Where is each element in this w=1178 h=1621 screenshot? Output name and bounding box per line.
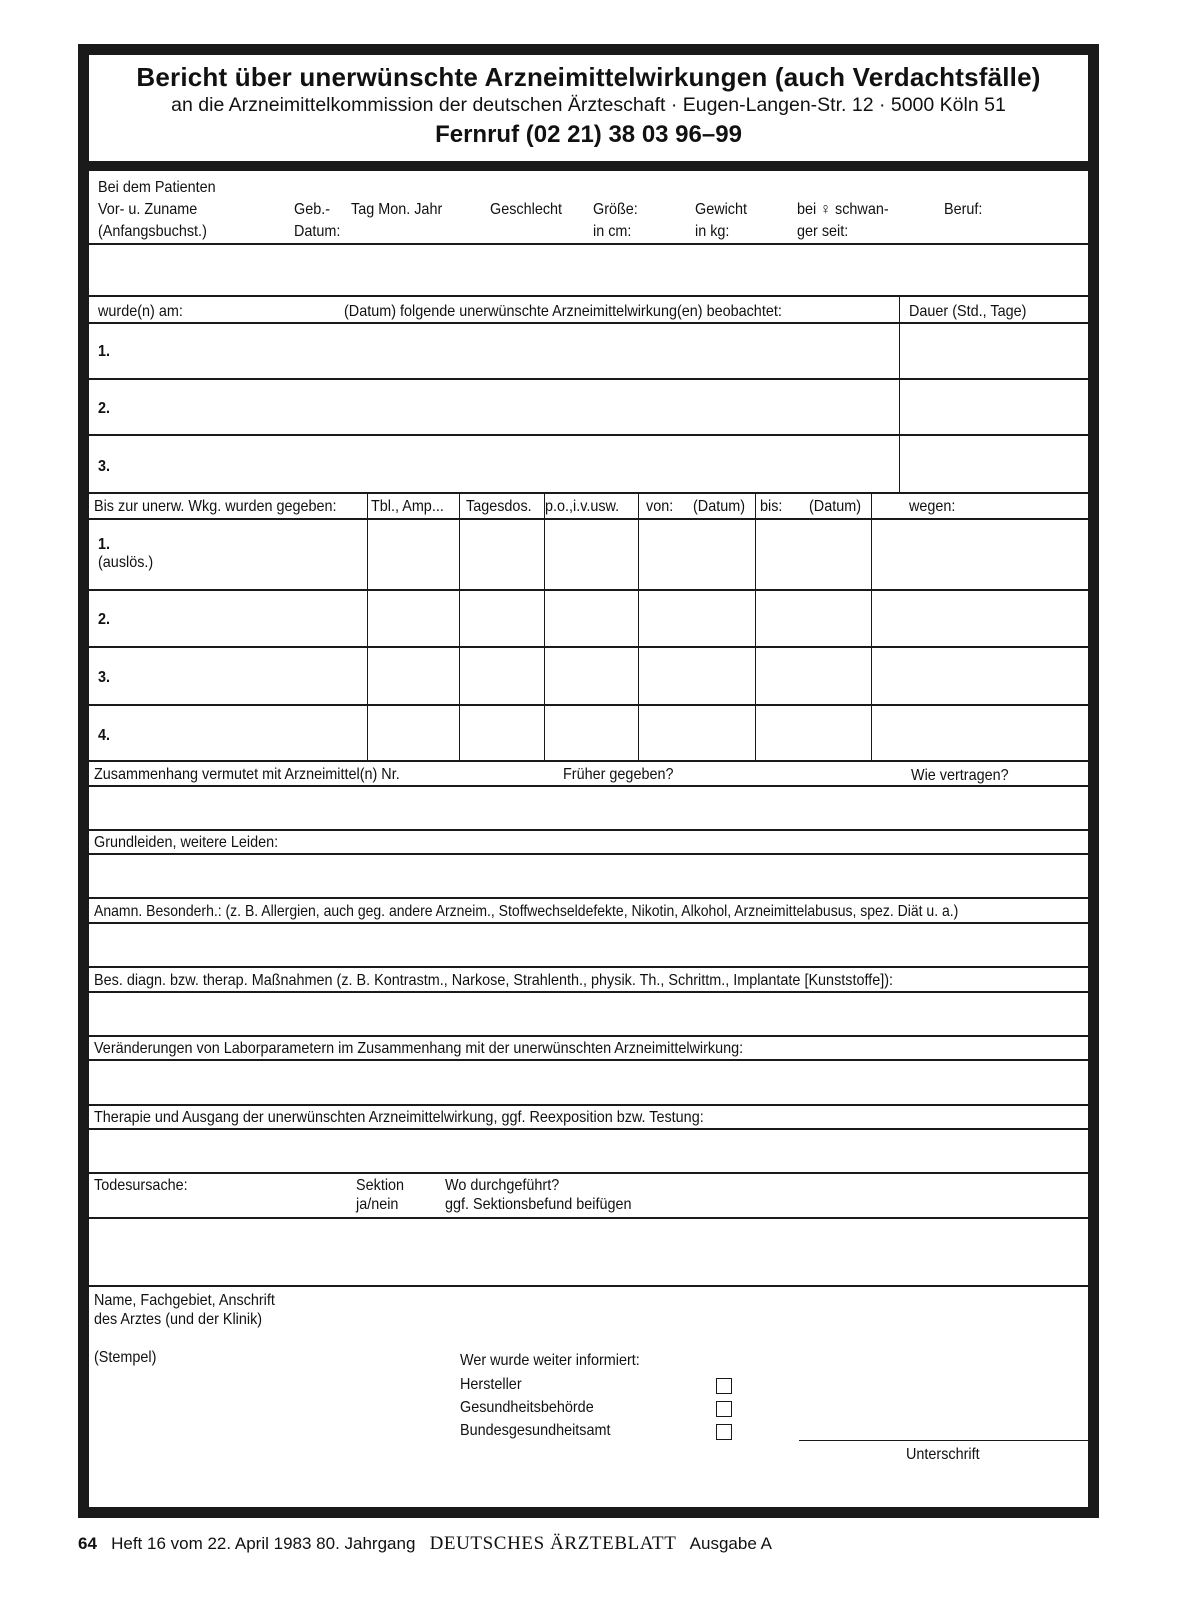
form-address: an die Arzneimittelkommission der deutschen Ärzteschaft · Eugen-Langen-Str. 12 · 5000 Köln 51 [171,94,1006,116]
divider [89,646,1088,648]
weight-label-1: Gewicht [695,201,748,218]
stamp-label: (Stempel) [94,1349,157,1366]
job-label: Beruf: [944,201,983,218]
table-column-line [755,493,756,760]
divider [89,322,1088,324]
dob-label-1: Geb.- [294,201,331,218]
patient-entry-field[interactable] [89,245,1088,295]
divider [89,518,1088,520]
death-entry-field[interactable] [89,1219,1088,1285]
divider [89,704,1088,706]
health-authority-checkbox[interactable] [716,1401,732,1417]
autopsy-where-label-2: ggf. Sektionsbefund beifügen [445,1196,632,1213]
informed-option-manufacturer: Hersteller [460,1376,522,1393]
weight-label-2: in kg: [695,223,730,240]
drug-row-number: 4. [98,727,111,744]
table-column-line [638,493,639,760]
page-number: 64 [78,1534,97,1553]
divider [89,966,1088,968]
tablets-header: Tbl., Amp... [371,498,444,515]
autopsy-label-2: ja/nein [356,1196,399,1213]
sex-label: Geschlecht [490,201,563,218]
lab-label: Veränderungen von Laborparametern im Zusammenhang mit der unerwünschten Arzneimittelwirkung: [94,1040,744,1057]
drug-row-note: (auslös.) [98,554,154,571]
effect-row-number: 2. [98,400,111,417]
therapy-field[interactable] [89,1130,1088,1172]
effect-row-number: 1. [98,343,111,360]
informed-option-health-authority: Gesundheitsbehörde [460,1399,594,1416]
drug-row-number: 1. [98,536,111,553]
divider [89,492,1088,494]
informed-label: Wer wurde weiter informiert: [460,1352,640,1369]
divider [89,378,1088,380]
drug-row-number: 2. [98,611,111,628]
patient-heading: Bei dem Patienten [98,179,216,196]
measures-label: Bes. diagn. bzw. therap. Maßnahmen (z. B. Kontrastm., Narkose, Strahlenth., physik. Th., Schrittm., Implantate [Kunststoffe]): [94,972,894,989]
lab-field[interactable] [89,1061,1088,1104]
duration-label: Dauer (Std., Tage) [909,303,1027,320]
route-header: p.o.,i.v.usw. [545,498,620,515]
anamnesis-field[interactable] [89,924,1088,966]
form-frame [78,44,1099,1518]
form-title: Bericht über unerwünschte Arzneimittelwirkungen (auch Verdachtsfälle) [136,62,1041,92]
anamnesis-label: Anamn. Besonderh.: (z. B. Allergien, auch geg. andere Arzneim., Stoffwechseldefekte, Nikotin, Alkohol, Arzneimittelabusus, spez. Diät u. a.) [94,903,959,920]
daily-dose-header: Tagesdos. [466,498,532,515]
pregnant-label-1: bei ♀ schwan- [797,201,889,218]
divider [89,295,1088,297]
divider [89,589,1088,591]
from-date-header: (Datum) [693,498,746,515]
form-body [89,55,1088,1507]
federal-office-checkbox[interactable] [716,1424,732,1440]
table-column-line [459,493,460,760]
divider [89,1035,1088,1037]
divider [89,829,1088,831]
informed-option-federal-office: Bundesgesundheitsamt [460,1422,611,1439]
height-label-1: Größe: [593,201,638,218]
death-cause-label: Todesursache: [94,1177,188,1194]
effect-row-number: 3. [98,458,111,475]
drug-row-number: 3. [98,669,111,686]
observed-date-label: wurde(n) am: [98,303,183,320]
dob-label-2: Datum: [294,223,341,240]
to-date-header: (Datum) [809,498,862,515]
divider [89,434,1088,436]
divider [89,760,1088,762]
duration-column-line [899,296,900,492]
name-label-2: (Anfangsbuchst.) [98,223,207,240]
signature-line[interactable] [799,1440,1088,1441]
issue-info: Heft 16 vom 22. April 1983 80. Jahrgang [111,1534,416,1553]
because-header: wegen: [909,498,956,515]
magazine-name: DEUTSCHES ÄRZTEBLATT [429,1533,677,1554]
name-label-1: Vor- u. Zuname [98,201,198,218]
doctor-label-1: Name, Fachgebiet, Anschrift [94,1292,275,1309]
earlier-given-label: Früher gegeben? [563,766,674,783]
doctor-label-2: des Arztes (und der Klinik) [94,1311,263,1328]
therapy-label: Therapie und Ausgang der unerwünschten Arzneimittelwirkung, ggf. Reexposition bzw. Testung: [94,1109,704,1126]
tolerated-label: Wie vertragen? [911,767,1009,784]
edition-label: Ausgabe A [689,1534,772,1553]
dob-columns: Tag Mon. Jahr [351,201,443,218]
divider [89,897,1088,899]
connection-entry-field[interactable] [89,787,1088,829]
pregnant-label-2: ger seit: [797,223,849,240]
table-column-line [871,493,872,760]
to-header: bis: [760,498,783,515]
autopsy-label-1: Sektion [356,1177,405,1194]
page-footer [78,1533,772,1555]
autopsy-where-label-1: Wo durchgeführt? [445,1177,560,1194]
measures-field[interactable] [89,993,1088,1035]
basic-illness-field[interactable] [89,855,1088,897]
table-column-line [367,493,368,760]
height-label-2: in cm: [593,223,632,240]
form-phone: Fernruf (02 21) 38 03 96–99 [435,121,742,148]
drugs-given-label: Bis zur unerw. Wkg. wurden gegeben: [94,498,337,515]
table-column-line [544,493,545,760]
signature-label: Unterschrift [906,1446,980,1463]
from-header: von: [646,498,674,515]
basic-illness-label: Grundleiden, weitere Leiden: [94,834,279,851]
observed-text: (Datum) folgende unerwünschte Arzneimittelwirkung(en) beobachtet: [344,303,782,320]
connection-label: Zusammenhang vermutet mit Arzneimittel(n) Nr. [94,766,400,783]
form-header [89,55,1088,171]
manufacturer-checkbox[interactable] [716,1378,732,1394]
divider [89,1285,1088,1287]
divider [89,1104,1088,1106]
divider [89,1172,1088,1174]
